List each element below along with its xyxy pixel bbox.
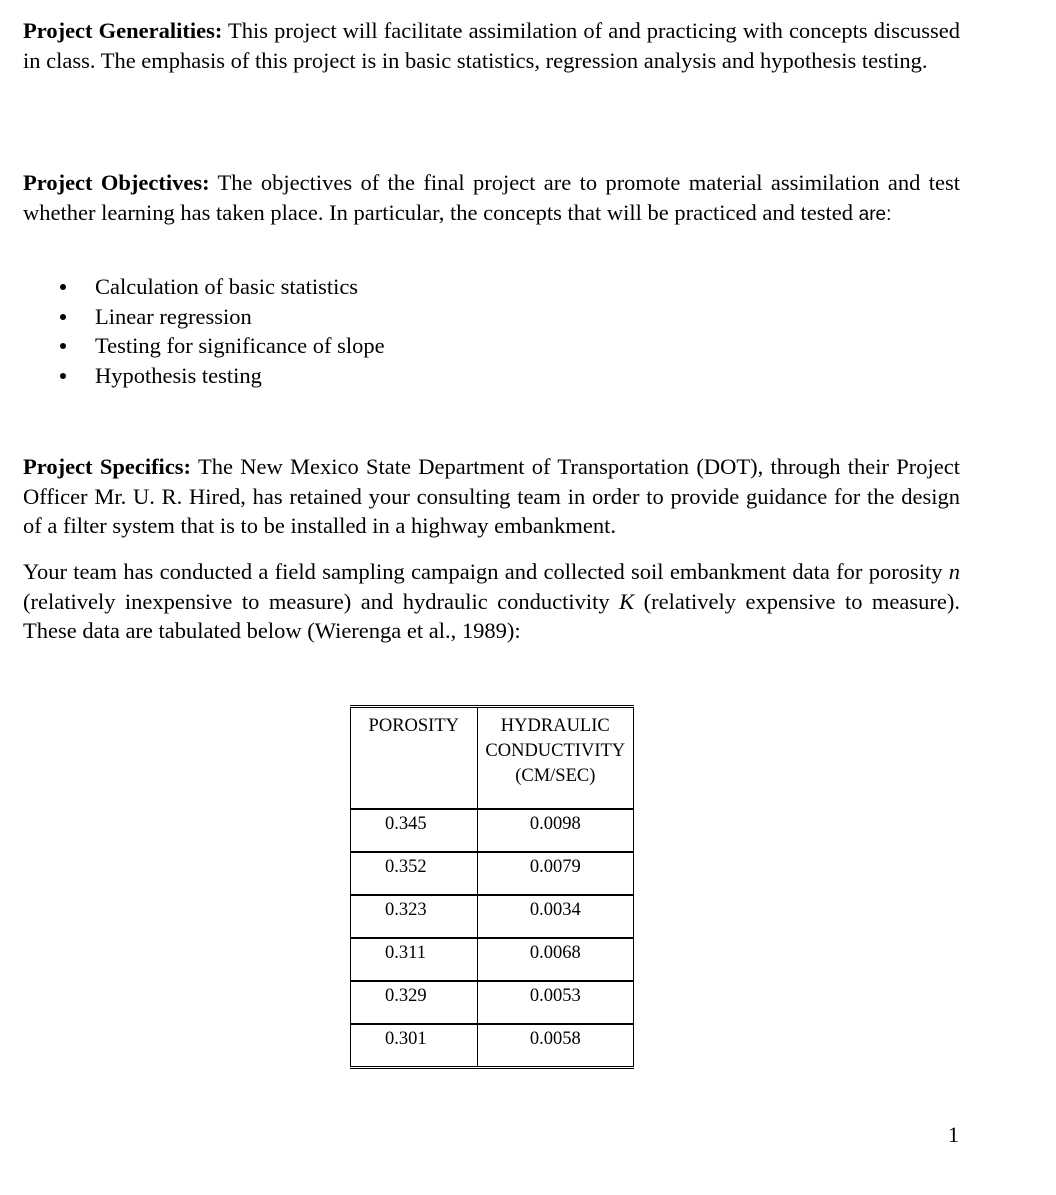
list-item-text: Calculation of basic statistics [95, 274, 359, 299]
page-number: 1 [948, 1122, 959, 1147]
bullet-icon [60, 343, 66, 349]
list-item-text: Hypothesis testing [95, 362, 262, 388]
porosity-cell: 0.329 [351, 981, 478, 1024]
conductivity-header-line: HYDRAULIC [500, 716, 610, 736]
data-description-text: (relatively expensive to measure). These data are tabulated below (Wierenga et al., 1989): [23, 588, 961, 643]
bullet-icon [60, 373, 66, 379]
objectives-paragraph [23, 168, 960, 229]
table-header-row [351, 707, 634, 810]
porosity-cell: 0.352 [351, 852, 478, 895]
table-row [351, 1024, 634, 1068]
porosity-symbol: n [948, 559, 960, 584]
conductivity-cell: 0.0058 [477, 1024, 633, 1068]
conductivity-header [477, 707, 633, 810]
conductivity-cell: 0.0068 [477, 938, 633, 981]
porosity-header: POROSITY [351, 707, 478, 810]
porosity-cell: 0.301 [351, 1024, 478, 1068]
list-item [60, 361, 385, 391]
table-row [351, 852, 634, 895]
conductivity-cell: 0.0098 [477, 809, 633, 852]
list-item [60, 331, 385, 361]
list-item-text: Testing for significance of slope [95, 333, 385, 358]
objectives-text: The objectives of the final project are to promote material assimilation and test whether learning has taken place. In particular, the concepts that will be practiced and tested [23, 170, 960, 225]
porosity-cell: 0.323 [351, 895, 478, 938]
data-description-text: (relatively inexpensive to measure) and hydraulic conductivity [23, 588, 620, 614]
conductivity-header-line: (CM/SEC) [515, 766, 596, 786]
list-item-text: Linear regression [95, 303, 252, 329]
soil-data-table [350, 705, 634, 1069]
conductivity-cell: 0.0034 [477, 895, 633, 938]
table-row [351, 981, 634, 1024]
data-description-text: Your team has conducted a field sampling campaign and collected soil embankment data for porosity [23, 559, 949, 584]
generalities-heading: Project Generalities: [23, 18, 223, 43]
objectives-heading: Project Objectives: [23, 170, 210, 195]
objectives-list [60, 272, 385, 390]
table-row [351, 809, 634, 852]
conductivity-header-line: CONDUCTIVITY [485, 741, 626, 761]
objectives-tail: are: [858, 203, 892, 225]
data-description-paragraph [23, 557, 960, 646]
list-item [60, 302, 385, 332]
conductivity-cell: 0.0053 [477, 981, 633, 1024]
porosity-cell: 0.345 [351, 809, 478, 852]
specifics-text: The New Mexico State Department of Transportation (DOT), through their Project Officer Mr. U. R. Hired, has retained your consulting team in order to provide guidance for the design of a filter system that is to be installed in a highway embankment. [23, 454, 961, 538]
bullet-icon [60, 284, 66, 290]
table-row [351, 895, 634, 938]
porosity-cell: 0.311 [351, 938, 478, 981]
conductivity-cell: 0.0079 [477, 852, 633, 895]
specifics-heading: Project Specifics: [23, 454, 192, 479]
generalities-text: This project will facilitate assimilation of and practicing with concepts discussed in class. The emphasis of this project is in basic statistics, regression analysis and hypothesis testing. [23, 18, 960, 73]
specifics-paragraph [23, 452, 960, 541]
generalities-paragraph [23, 16, 960, 75]
list-item [60, 272, 385, 302]
bullet-icon [60, 314, 66, 320]
conductivity-symbol: K [619, 588, 635, 614]
table-row [351, 938, 634, 981]
